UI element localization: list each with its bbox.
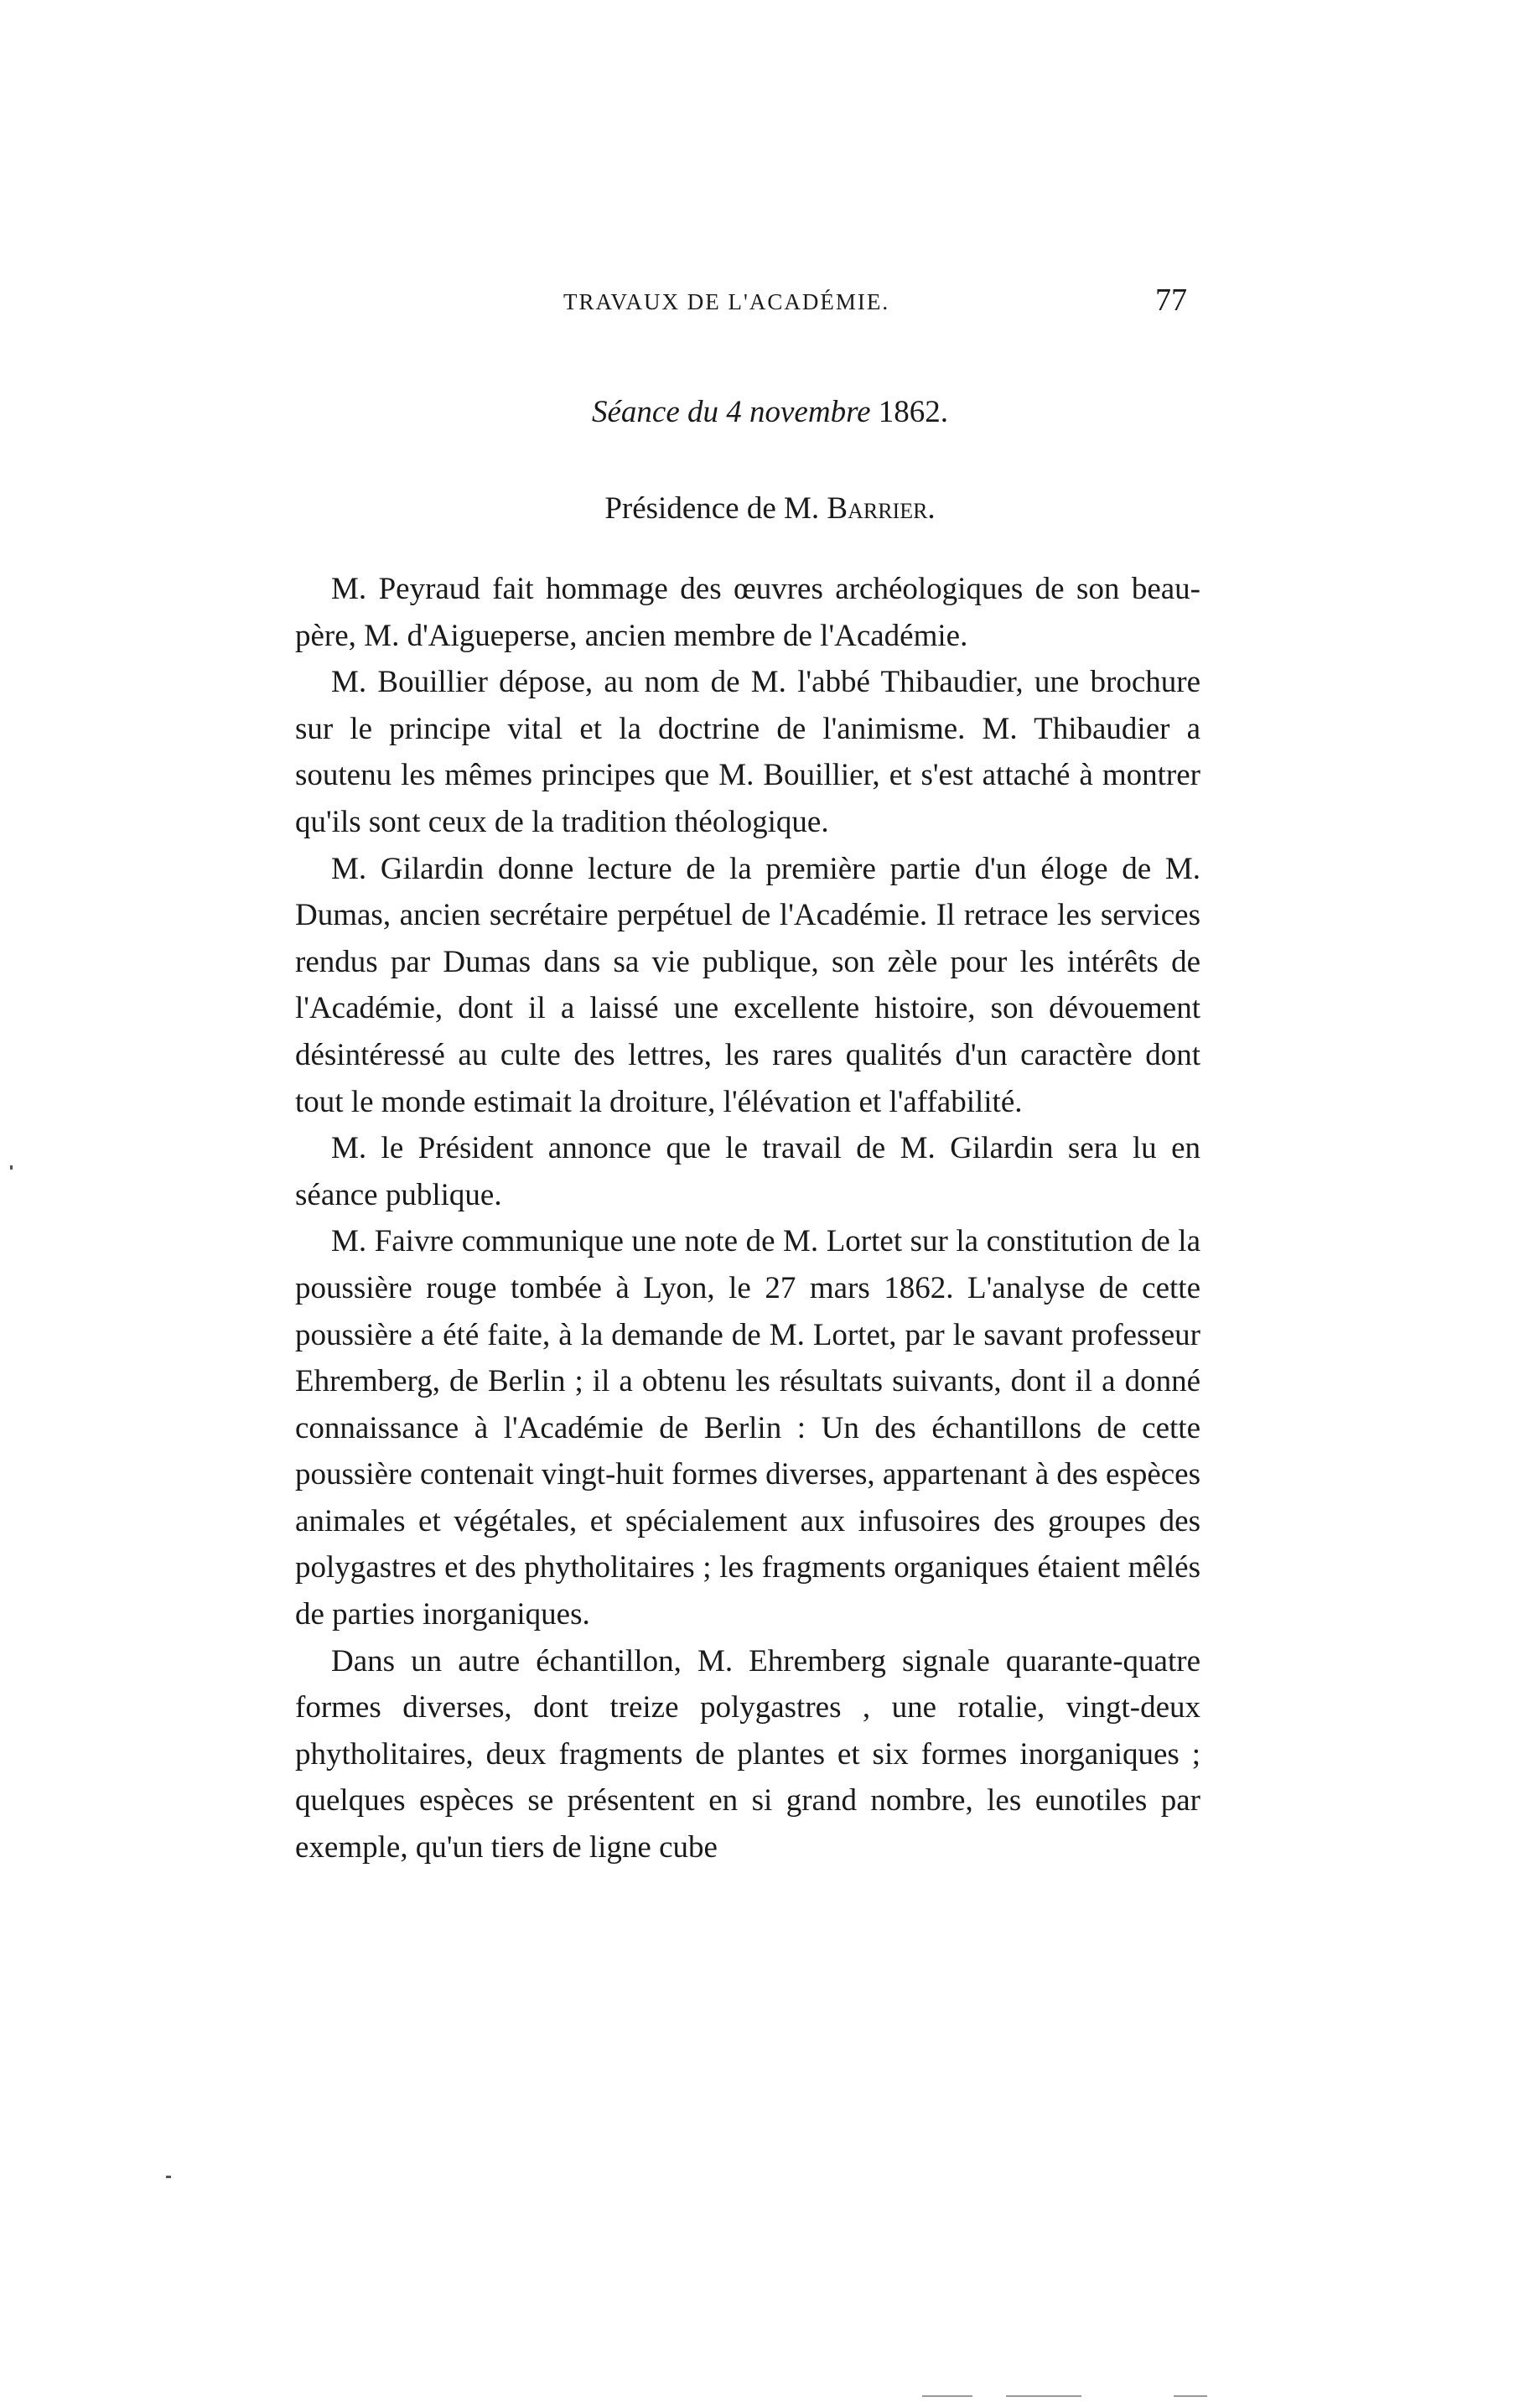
paragraph: Dans un autre échantillon, M. Ehremberg signale quarante-quatre formes diverses, dont treize polygastres , une rotalie, vingt-deux phytholitaires, deux fragments de plantes et six formes inorganiques ; quelques espèces se présentent en si grand nombre, les eunotiles par exemple, qu'un tiers de ligne cube <box>295 1643 1200 1865</box>
scan-speck <box>166 2176 171 2178</box>
paragraph: M. Gilardin donne lecture de la première partie d'un éloge de M. Dumas, ancien secrétaire perpétuel de l'Académie. Il retrace les services rendus par Dumas dans sa vie publique, son zèle pour les intérêts de l'Académie, dont il a laissé une excellente histoire, son dévouement désintéressé au culte des lettres, les rares qualités d'un caractère dont tout le monde estimait la droiture, l'élévation et l'affabilité. <box>295 851 1200 1119</box>
scan-speck <box>1174 2395 1207 2397</box>
session-year: 1862. <box>878 395 949 429</box>
paragraph: M. Faivre communique une note de M. Lortet sur la constitution de la poussière rouge tombée à Lyon, le 27 mars 1862. L'analyse de cette poussière a été faite, à la demande de M. Lortet, par le savant professeur Ehremberg, de Berlin ; il a obtenu les résultats suivants, dont il a donné connaissance à l'Académie de Berlin : Un des échantillons de cette poussière contenait vingt-huit formes diverses, appartenant à des espèces animales et végétales, et spécialement aux infusoires des groupes des polygastres et des phytholitaires ; les fragments organiques étaient mêlés de parties inorganiques. <box>295 1224 1200 1632</box>
paragraph: M. le Président annonce que le travail de M. Gilardin sera lu en séance publique. <box>295 1131 1200 1212</box>
scan-speck <box>10 1165 13 1170</box>
paragraph: M. Peyraud fait hommage des œuvres archéologiques de son beau-père, M. d'Aigueperse, ancien membre de l'Académie. <box>295 572 1200 653</box>
session-date: Séance du 4 novembre <box>591 395 871 429</box>
body-text <box>295 566 1200 1871</box>
page-number: 77 <box>1155 283 1187 318</box>
session-title <box>0 394 1540 430</box>
paragraph: M. Bouillier dépose, au nom de M. l'abbé Thibaudier, une brochure sur le principe vital et la doctrine de l'animisme. M. Thibaudier a soutenu les mêmes principes que M. Bouillier, et s'est attaché à montrer qu'ils sont ceux de la tradition théologique. <box>295 665 1200 839</box>
president-name: M. Barrier. <box>784 491 936 526</box>
scan-speck <box>1006 2395 1081 2397</box>
scan-speck <box>922 2395 972 2397</box>
running-head: TRAVAUX DE L'ACADÉMIE. <box>563 289 890 314</box>
presidence-prefix: Présidence de <box>604 491 776 526</box>
presidence-line <box>0 490 1540 527</box>
